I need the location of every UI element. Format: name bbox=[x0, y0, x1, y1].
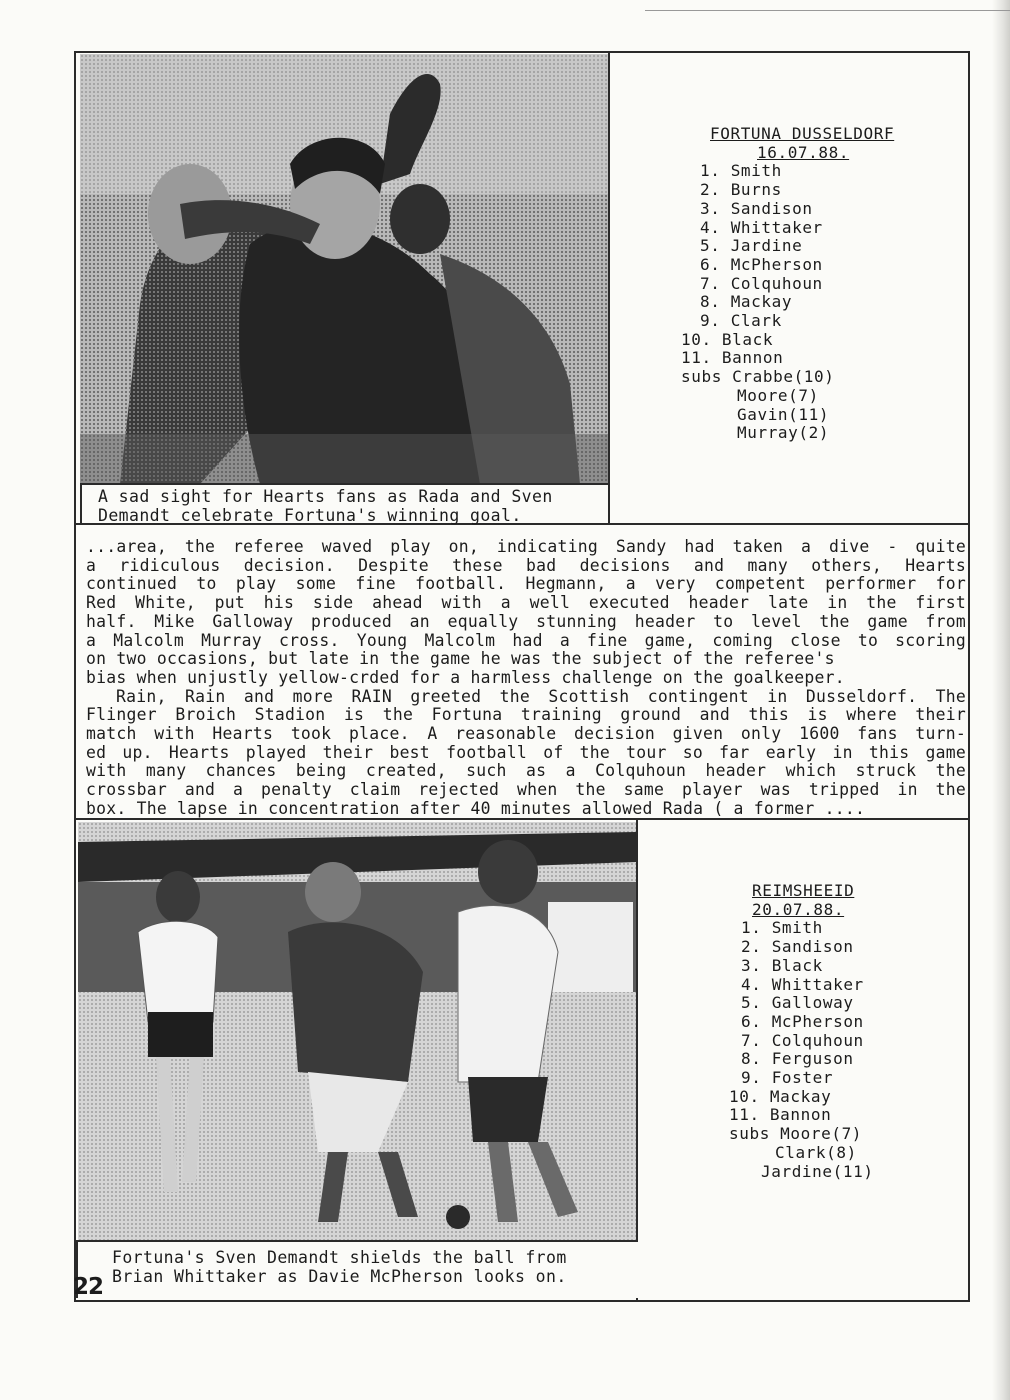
article-line: continued to play some fine football. Hegmann, a very competent performer for bbox=[86, 574, 966, 594]
reimsheeid-player-7: 7. Colquhoun bbox=[741, 1030, 864, 1050]
fortuna-player-5: 5. Jardine bbox=[700, 236, 803, 256]
top-caption-line-1: A sad sight for Hearts fans as Rada and Sven bbox=[98, 487, 553, 506]
reimsheeid-player-list bbox=[729, 919, 874, 1125]
fortuna-sub-2: Moore(7) bbox=[737, 385, 819, 405]
fortuna-sub-1: Crabbe(10) bbox=[732, 367, 835, 387]
article-line: ed up. Hearts played their best football of the tour so far early in this game bbox=[86, 742, 966, 762]
fortuna-player-9: 9. Clark bbox=[700, 311, 782, 331]
fortuna-player-11: 11. Bannon bbox=[681, 348, 784, 368]
fortuna-player-2: 2. Burns bbox=[700, 180, 782, 200]
top-caption-line-2: Demandt celebrate Fortuna's winning goal. bbox=[98, 506, 522, 525]
reimsheeid-lineup bbox=[729, 882, 874, 1181]
article-line: match with Hearts took place. A reasonable decision given only 1600 fans turn- bbox=[86, 724, 966, 744]
article-line: on two occasions, but late in the game he was the subject of the referee's bbox=[86, 649, 835, 669]
reimsheeid-sub-3: Jardine(11) bbox=[761, 1161, 874, 1181]
article-line: Rain, Rain and more RAIN greeted the Scottish contingent in Dusseldorf. The bbox=[116, 686, 966, 706]
fortuna-player-1: 1. Smith bbox=[700, 161, 782, 181]
page-edge-shadow bbox=[992, 0, 1010, 1400]
article-line: Red White, put his side ahead with a well executed header late in the first bbox=[86, 593, 966, 613]
reimsheeid-heading: REIMSHEEID bbox=[752, 881, 855, 900]
reimsheeid-subs-label: subs bbox=[729, 1124, 770, 1144]
article-line: with many chances being created, such as a Colquhoun header which struck the bbox=[86, 761, 966, 781]
bottom-caption-line-1: Fortuna's Sven Demandt shields the ball from bbox=[112, 1248, 567, 1267]
article-line: box. The lapse in concentration after 40 minutes allowed Rada ( a former .... bbox=[86, 798, 866, 818]
reimsheeid-player-3: 3. Black bbox=[741, 955, 823, 975]
fortuna-subs-label: subs bbox=[681, 367, 722, 387]
match-action-photo bbox=[78, 822, 636, 1240]
reimsheeid-sub-1: Moore(7) bbox=[780, 1124, 863, 1144]
reimsheeid-player-8: 8. Ferguson bbox=[741, 1049, 854, 1069]
bottom-photo-caption bbox=[76, 1240, 638, 1298]
fortuna-player-3: 3. Sandison bbox=[700, 198, 813, 218]
top-photo-caption bbox=[80, 483, 610, 525]
article-line: a ridiculous decision. Despite these bad decisions and many others, Hearts bbox=[86, 555, 966, 575]
reimsheeid-date: 20.07.88. bbox=[752, 899, 845, 919]
fortuna-player-list bbox=[681, 162, 894, 368]
article-line: a Malcolm Murray cross. Young Malcolm had a fine game, coming close to scoring bbox=[86, 630, 966, 650]
article-line: ...area, the referee waved play on, indicating Sandy had taken a dive - quite bbox=[86, 537, 966, 556]
top-photo-divider bbox=[608, 51, 610, 525]
reimsheeid-player-6: 6. McPherson bbox=[741, 1011, 864, 1031]
fortuna-heading: FORTUNA DUSSELDORF bbox=[710, 124, 895, 143]
reimsheeid-player-4: 4. Whittaker bbox=[741, 974, 864, 994]
top-rule bbox=[645, 10, 1010, 11]
reimsheeid-subs-list bbox=[729, 1144, 874, 1181]
reimsheeid-subs bbox=[729, 1125, 874, 1144]
article-text bbox=[86, 538, 966, 819]
article-line: bias when unjustly yellow-crded for a harmless challenge on the goalkeeper. bbox=[86, 667, 845, 687]
reimsheeid-player-1: 1. Smith bbox=[741, 918, 823, 938]
article-line: crossbar and a penalty claim rejected when the same player was tripped in the bbox=[86, 780, 966, 800]
fortuna-subs bbox=[681, 368, 894, 387]
article-line: Flinger Broich Stadion is the Fortuna training ground and this is where their bbox=[86, 705, 966, 725]
fortuna-date: 16.07.88. bbox=[757, 142, 850, 162]
fortuna-player-4: 4. Whittaker bbox=[700, 217, 823, 237]
reimsheeid-player-9: 9. Foster bbox=[741, 1068, 834, 1088]
fortuna-player-7: 7. Colquhoun bbox=[700, 273, 823, 293]
reimsheeid-player-5: 5. Galloway bbox=[741, 993, 854, 1013]
fortuna-lineup bbox=[681, 125, 894, 443]
fortuna-player-10: 10. Black bbox=[681, 329, 774, 349]
reimsheeid-player-2: 2. Sandison bbox=[741, 937, 854, 957]
reimsheeid-sub-2: Clark(8) bbox=[775, 1142, 857, 1162]
fortuna-sub-3: Gavin(11) bbox=[737, 404, 830, 424]
fortuna-sub-4: Murray(2) bbox=[737, 423, 830, 443]
page-number: 22 bbox=[73, 1274, 104, 1300]
bottom-photo-divider bbox=[636, 818, 638, 1302]
fortuna-player-8: 8. Mackay bbox=[700, 292, 793, 312]
bottom-caption-line-2: Brian Whittaker as Davie McPherson looks on. bbox=[112, 1267, 567, 1286]
celebration-photo bbox=[80, 54, 608, 484]
fortuna-player-6: 6. McPherson bbox=[700, 254, 823, 274]
reimsheeid-player-11: 11. Bannon bbox=[729, 1105, 832, 1125]
reimsheeid-player-10: 10. Mackay bbox=[729, 1086, 832, 1106]
article-line: half. Mike Galloway produced an equally stunning header to level the game from bbox=[86, 611, 966, 631]
fortuna-subs-list bbox=[681, 387, 894, 443]
